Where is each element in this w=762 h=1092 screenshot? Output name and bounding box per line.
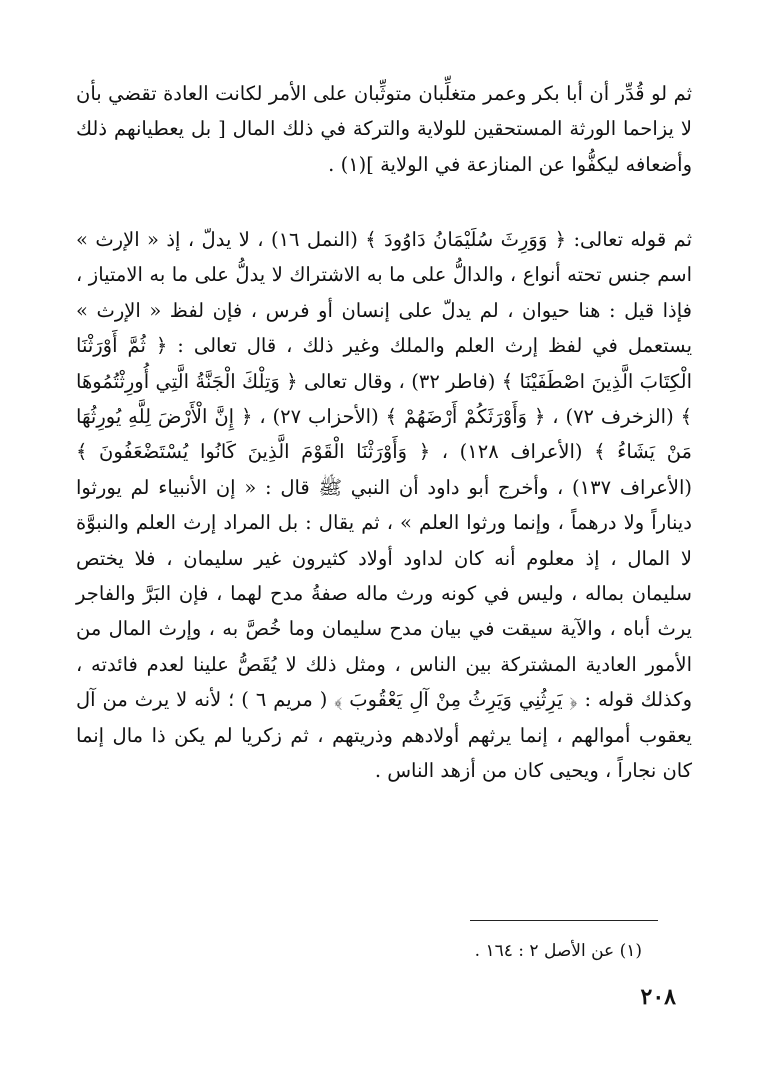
footnote: (١) عن الأصل ٢ : ١٦٤ . (474, 941, 642, 961)
footnote-divider (470, 920, 658, 921)
paragraph-2 (76, 222, 692, 789)
paragraph-1-text: ثم لو قُدِّر أن أبا بكر وعمر متغلِّبان متوثِّبان على الأمر لكانت العادة تقضي بأن لا يزاحما الورثة المستحقين للولاية والتركة في ذلك المال [ بل يعطيانهم ذلك وأضعافه ليكفُّوا عن المنازعة في الولاية ](١) . (76, 82, 692, 176)
paragraph-1 (76, 76, 692, 182)
paragraph-2-text: ثم قوله تعالى: ﴿ وَوَرِثَ سُلَيْمَانُ دَاوُودَ ﴾ (النمل ١٦) ، لا يدلّ ، إذ « الإرث » اسم جنس تحته أنواع ، والدالُّ على ما به الاشتراك لا يدلُّ على ما به الامتياز ، فإذا قيل : هنا حيوان ، لم يدلّ على إنسان أو فرس ، فإن لفظ « الإرث » يستعمل في لفظ إرث العلم والملك وغير ذلك ، قال تعالى : ﴿ ثُمَّ أَوْرَثْنَا الْكِتَابَ الَّذِينَ اصْطَفَيْنَا ﴾ (فاطر ٣٢) ، وقال تعالى ﴿ وَتِلْكَ الْجَنَّةُ الَّتِي أُورِثْتُمُوهَا ﴾ (الزخرف ٧٢) ، ﴿ وَأَوْرَثَكُمْ أَرْضَهُمْ ﴾ (الأحزاب ٢٧) ، ﴿ إِنَّ الْأَرْضَ لِلَّهِ يُورِثُهَا مَنْ يَشَاءُ ﴾ (الأعراف ١٢٨) ، ﴿ وَأَوْرَثْنَا الْقَوْمَ الَّذِينَ كَانُوا يُسْتَضْعَفُونَ ﴾ (الأعراف ١٣٧) ، وأخرج أبو داود أن النبي ﷺ قال : « إن الأنبياء لم يورثوا ديناراً ولا درهماً ، وإنما ورثوا العلم » ، ثم يقال : بل المراد إرث العلم والنبوَّة لا المال ، إذ معلوم أنه كان لداود أولاد كثيرون غير سليمان ، فلا يختص سليمان بماله ، وليس في كونه ورث ماله صفةُ مدح لهما ، فإن البَرَّ والفاجر يرث أباه ، والآية سيقت في بيان مدح سليمان وما خُصَّ به ، وإرث المال من الأمور العادية المشتركة بين الناس ، ومثل ذلك لا يُقَصُّ علينا لعدم فائدته ، وكذلك قوله : ﴿ يَرِثُنِي وَيَرِثُ مِنْ آلِ يَعْقُوبَ ﴾ ( مريم ٦ ) ؛ لأنه لا يرث من آل يعقوب أموالهم ، إنما يرثهم أولادهم وذريتهم ، ثم زكريا لم يكن ذا مال إنما كان نجاراً ، ويحيى كان من أزهد الناس . (76, 228, 693, 783)
page-number: ٢٠٨ (640, 984, 676, 1010)
